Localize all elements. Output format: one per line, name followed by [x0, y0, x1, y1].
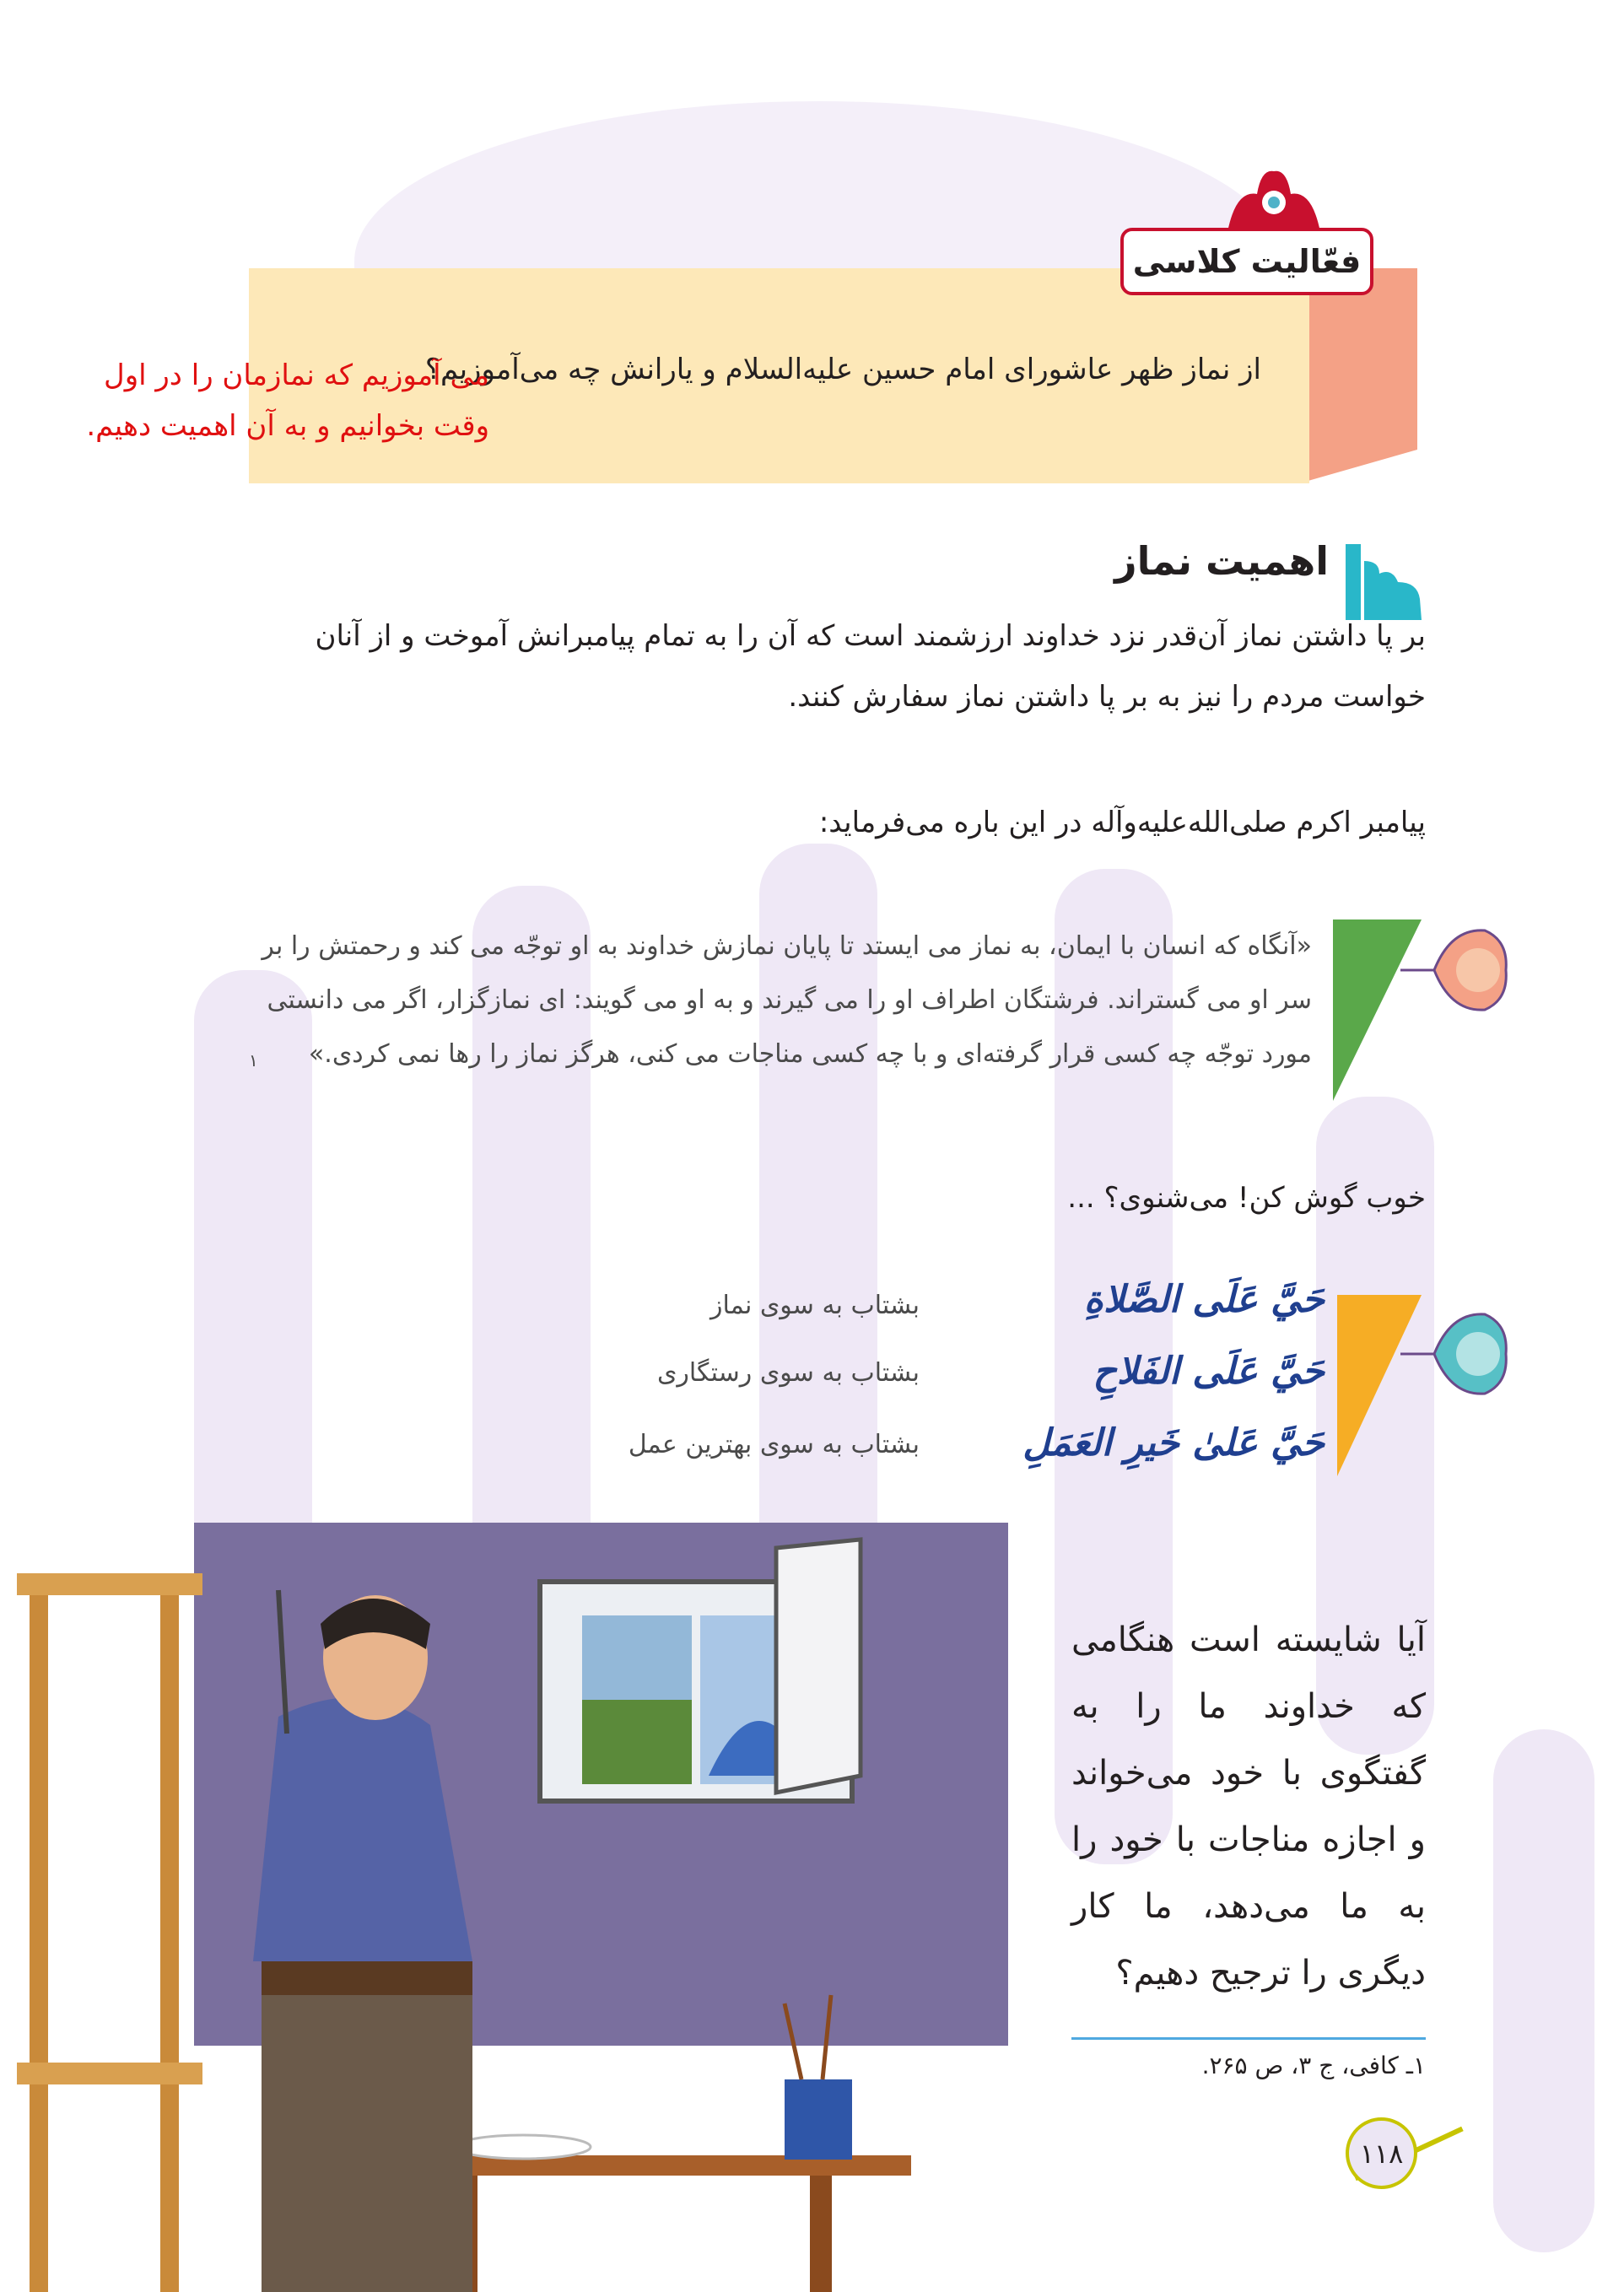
page-number: ۱۱۸	[1346, 2117, 1417, 2189]
activity-crown-ornament	[1219, 164, 1329, 232]
footnote-divider	[1071, 2037, 1426, 2040]
adhan-translation-line: بشتاب به سوی رستگاری	[656, 1358, 920, 1388]
section-paragraph: بر پا داشتن نماز آن‌قدر نزد خداوند ارزشمند است که آن را به تمام پیامبرانش آموخت و از آنان خواست مردم را نیز به بر پا داشتن نماز سفارش کنند.	[315, 619, 1426, 714]
activity-title: فعّالیت کلاسی	[1120, 228, 1373, 295]
adhan-arabic-line: حَيَّ عَلىٰ خَيرِ العَمَلِ	[1022, 1421, 1325, 1464]
hadith-footnote-ref: ۱	[249, 1050, 258, 1070]
watermark-shape	[1493, 1729, 1594, 2252]
activity-question: از نماز ظهر عاشورای امام حسین علیه‌السلام و یارانش چه می‌آموزیم؟	[424, 353, 1261, 386]
hadith-text: «آنگاه که انسان با ایمان، به نماز می ایستد تا پایان نمازش خداوند به او توجّه می کند و رحمتش را بر سر او می گستراند. فرشتگان اطراف او را می گیرند و به او می گویند: ای نمازگزار، اگر می دانستی مورد توجّه چه کسی قرار گرفته‌ای و با چه کسی مناجات می کنی، هرگز نماز را رها نمی کردی.»	[262, 931, 1312, 1069]
adhan-translation-line: بشتاب به سوی بهترین عمل	[628, 1430, 920, 1459]
adhan-arabic-line: حَيَّ عَلَى الصَّلاةِ	[1083, 1278, 1325, 1321]
adhan-translation-line: بشتاب به سوی نماز	[709, 1291, 920, 1320]
hadith-ornament-icon	[1400, 924, 1510, 1017]
listen-line: خوب گوش کن! می‌شنوی؟ ...	[1067, 1181, 1426, 1215]
hadith-intro: پیامبر اکرم صلی‌الله‌علیه‌وآله در این باره می‌فرماید:	[818, 806, 1426, 839]
adhan-arabic-line: حَيَّ عَلَى الفَلاحِ	[1093, 1350, 1325, 1393]
side-question: آیا شایسته است هنگامی که خداوند ما را به گفتگوی با خود می‌خواند و اجازه مناجات با خود را به ما می‌دهد، ما کار دیگری را ترجیح دهیم؟	[1071, 1621, 1426, 1993]
footnote: ۱ـ کافی، ج ۳، ص ۲۶۵.	[1201, 2052, 1426, 2079]
adhan-ornament-icon	[1400, 1308, 1510, 1400]
painter-illustration	[0, 1523, 1008, 2292]
section-heading: اهمیت نماز	[1114, 538, 1329, 584]
activity-handwritten-answer: می آموزیم که نمازمان را در اول وقت بخوانیم و به آن اهمیت دهیم.	[86, 359, 489, 443]
activity-box-edge	[1291, 268, 1417, 483]
